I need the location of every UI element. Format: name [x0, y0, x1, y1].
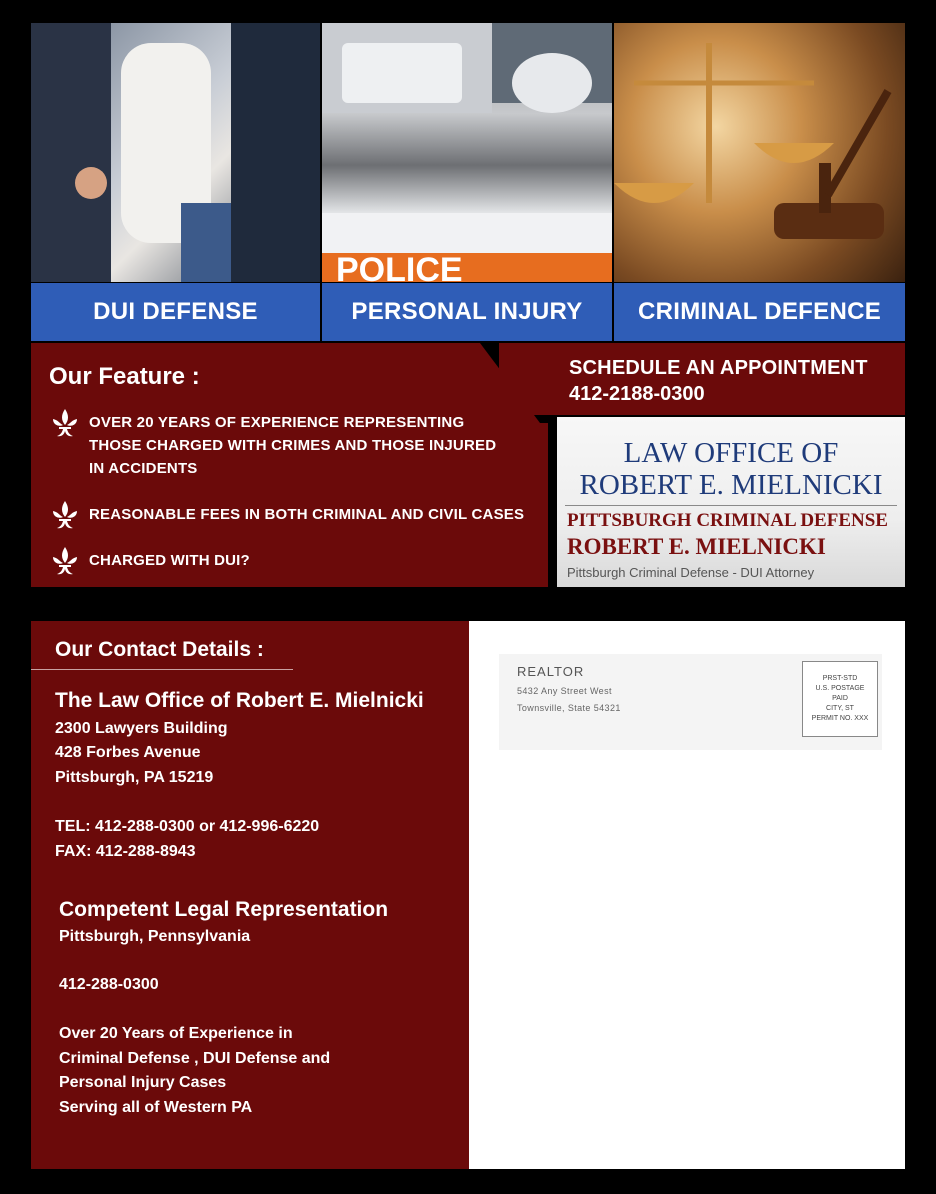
feature-text — [89, 503, 524, 526]
contact-title: Our Contact Details : — [55, 638, 264, 661]
police-caption: POLICE — [336, 251, 463, 282]
experience-line: Criminal Defense , DUI Defense and — [59, 1050, 331, 1067]
stamp-line: CITY, ST — [826, 705, 854, 712]
stamp-line: PRST-STD — [822, 675, 858, 682]
logo-line-1: LAW OFFICE OF — [623, 437, 839, 469]
contact-title-underline — [31, 669, 293, 670]
appointment-title: SCHEDULE AN APPOINTMENT — [569, 357, 868, 379]
service-personal-injury: PERSONAL INJURY — [322, 283, 612, 341]
fax: FAX: 412-288-8943 — [55, 843, 196, 860]
sender-city: Townsville, State 54321 — [517, 703, 621, 713]
stamp-line: U.S. POSTAGE — [815, 685, 865, 692]
feature-item — [49, 411, 496, 480]
fleur-de-lis-icon — [49, 407, 81, 439]
dui-defense-photo — [31, 23, 320, 282]
logo-line-3: PITTSBURGH CRIMINAL DEFENSE — [567, 510, 888, 531]
telephone[interactable]: TEL: 412-288-0300 or 412-996-6220 — [55, 818, 320, 835]
mailing-address-box — [499, 654, 882, 750]
postage-stamp — [802, 661, 878, 737]
sender-title: REALTOR — [517, 664, 585, 679]
feature-title: Our Feature : — [49, 363, 200, 390]
office-name: The Law Office of Robert E. Mielnicki — [55, 689, 424, 712]
feature-line: THOSE CHARGED WITH CRIMES AND THOSE INJURED — [89, 437, 497, 454]
service-dui-defense: DUI DEFENSE — [31, 283, 320, 341]
feature-line: CHARGED WITH DUI? — [89, 552, 250, 569]
fleur-de-lis-icon — [49, 499, 81, 531]
experience-line: Serving all of Western PA — [59, 1099, 253, 1116]
representation-heading: Competent Legal Representation — [59, 898, 389, 921]
criminal-defence-photo — [614, 23, 905, 282]
logo-divider — [565, 505, 897, 506]
feature-text — [89, 411, 496, 480]
feature-line: OVER 20 YEARS OF EXPERIENCE REPRESENTING — [89, 414, 465, 431]
appointment-panel — [499, 343, 905, 415]
location: Pittsburgh, Pennsylvania — [59, 928, 251, 945]
address-line: Pittsburgh, PA 15219 — [55, 769, 214, 786]
appointment-phone[interactable]: 412-2188-0300 — [569, 383, 705, 405]
address-line: 2300 Lawyers Building — [55, 720, 228, 737]
experience-line: Over 20 Years of Experience in — [59, 1025, 293, 1042]
feature-line: REASONABLE FEES IN BOTH CRIMINAL AND CIVIL CASES — [89, 506, 525, 523]
police-car-crash-photo-icon — [322, 23, 612, 282]
address-line: 428 Forbes Avenue — [55, 744, 201, 761]
arrest-photo-icon — [31, 23, 320, 282]
feature-item — [49, 503, 524, 531]
feature-text — [89, 549, 250, 572]
mailing-panel — [469, 621, 905, 1169]
logo-tagline: Pittsburgh Criminal Defense - DUI Attorney — [567, 565, 815, 580]
law-office-logo — [557, 417, 905, 587]
service-criminal-defence: CRIMINAL DEFENCE — [614, 283, 905, 341]
contact-phone[interactable]: 412-288-0300 — [59, 976, 159, 993]
feature-panel — [31, 343, 548, 587]
experience-line: Personal Injury Cases — [59, 1074, 227, 1091]
stamp-line: PAID — [832, 695, 848, 702]
contact-panel — [31, 621, 469, 1169]
personal-injury-photo — [322, 23, 612, 282]
stamp-line: PERMIT NO. XXX — [811, 715, 869, 722]
fleur-de-lis-icon — [49, 545, 81, 577]
scales-gavel-photo-icon — [614, 23, 905, 282]
logo-line-4: ROBERT E. MIELNICKI — [567, 534, 826, 559]
feature-item — [49, 549, 250, 577]
feature-line: IN ACCIDENTS — [89, 460, 198, 477]
logo-line-2: ROBERT E. MIELNICKI — [579, 469, 883, 501]
sender-street: 5432 Any Street West — [517, 686, 612, 696]
